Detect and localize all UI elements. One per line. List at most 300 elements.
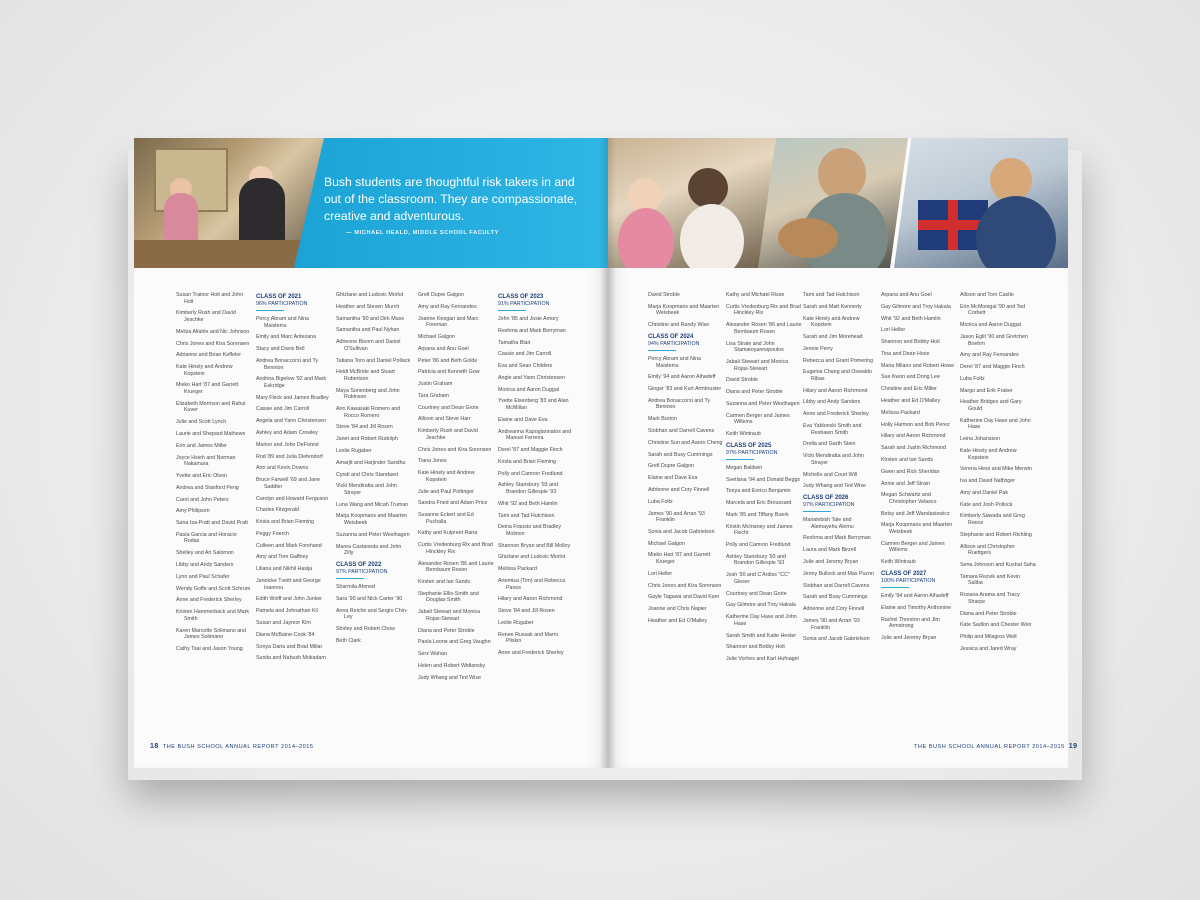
donor-entry: Elaine and Dave Eva [498, 416, 548, 423]
donor-entry: Sara '90 and Nick Carter '90 [336, 595, 403, 602]
donor-entry: Ghizlane and Ludovic Morlot [336, 292, 404, 298]
donor-entry: Tiana Jones [418, 458, 447, 465]
donor-entry: Heather Bridges and Gary Gould [960, 399, 1022, 413]
donor-entry: Tamara Rezvik and Kevin Saliba [960, 573, 1021, 587]
donor-entry: Jannicke Tveitt and George Ioannou [256, 578, 321, 591]
donor-entry: Kate and Josh Pollock [960, 501, 1013, 508]
donor-entry: Amy and Ray Fernandes [418, 303, 477, 310]
donor-entry: Gretl Dupre Galgon [648, 463, 694, 470]
donor-entry: Lori Heller [881, 327, 906, 334]
donor-entry: Jessica and Jared Wray [960, 645, 1017, 652]
participation-rate: 100% PARTICIPATION [881, 577, 936, 584]
donor-entry: Manalebish Tale and Alemayehu Alemu [803, 517, 854, 530]
donor-entry: Percy Abram and Nina Maisterra [648, 355, 701, 369]
donor-entry: Reshma and Mark Berryman [803, 535, 871, 542]
donor-entry: Tamatha Blair [498, 339, 531, 346]
donor-entry: Michelle and Court Will [803, 471, 858, 478]
donor-entry: Sue Kwon and Dong Lee [881, 374, 940, 381]
donor-entry: Sonia and Jacob Gabrielson [648, 528, 715, 535]
donor-entry: Melissa Packard [881, 409, 920, 416]
donor-entry: Andrea and Stanford Peng [176, 484, 239, 491]
donor-entry: Rebecca and Grant Pomering [803, 357, 874, 364]
donor-entry: Heidi McBride and Stuart Robertson [336, 369, 395, 382]
donor-entry: Libby and Andy Sanders [176, 562, 234, 568]
donor-entry: Eva Yablonski Smith and Reshawn Smith [803, 423, 862, 436]
donor-entry: Ashley Stansbury '93 and Brandon Gillespie '93 [726, 553, 786, 567]
donor-entry: Shirley and Robert Chow [336, 625, 395, 632]
donor-entry: Ashley Stansbury '93 and Brandon Gillespie '93 [498, 482, 558, 495]
donor-entry: Erin and James Miller [176, 442, 227, 449]
donor-entry: Elizabeth Morrison and Rahul Kuver [176, 400, 246, 414]
class-heading: CLASS OF 2021 [256, 294, 302, 300]
donor-column [803, 292, 879, 648]
class-heading: CLASS OF 2022 [336, 562, 382, 568]
class-heading: CLASS OF 2024 [648, 333, 694, 340]
donor-entry: Stephanie Ellis-Smith and Douglas Smith [418, 590, 479, 604]
donor-entry: Emily '94 and Aaron Alhadeff [648, 374, 716, 381]
donor-entry: Mieko Hart '87 and Garrett Krueger [176, 382, 239, 396]
heading-rule [726, 459, 754, 460]
donor-entry: Cassie and Jim Carroll [498, 351, 552, 358]
donor-entry: Marja Koopmans and Maarten Weisbeek [881, 522, 953, 536]
donor-entry: Mary Fleck and James Bradley [256, 394, 329, 401]
donor-entry: Ashley and Adam Crowley [256, 430, 318, 437]
donor-entry: Susan and Jaymor Kim [256, 619, 311, 626]
donor-entry: Derel '87 and Maggie Finch [498, 447, 563, 453]
donor-column [498, 292, 574, 662]
donor-entry: Rod '89 and Julia Diefendorf [256, 453, 323, 460]
donor-entry: Vicki Mendiratta and John Strayer [803, 453, 864, 466]
donor-entry: Samantha and Paul Nyhan [336, 327, 400, 334]
donor-entry: Kate Sadlon and Chester Weir [960, 622, 1032, 629]
donor-entry: Emily and Marc Antezana [256, 334, 317, 341]
donor-entry: Liliana and Nikhil Hasija [256, 566, 313, 573]
donor-entry: Michael Galgon [648, 540, 685, 547]
donor-entry: Kristin McInaney and James Flecht [726, 523, 793, 537]
donor-entry: Betsy and Jeff Wandasiewicz [881, 510, 950, 517]
donor-entry: Leslie Rugaber [498, 619, 534, 626]
donor-entry: Holly Harmon and Bob Perez [881, 421, 950, 428]
donor-entry: Siobhan and Darrell Cavens [803, 582, 870, 589]
participation-rate: 97% PARTICIPATION [336, 569, 388, 575]
donor-entry: Carmen Berger and James Willems [881, 540, 945, 554]
donor-entry: Marea Castaneda and John Zilly [336, 543, 402, 557]
donor-entry: Ann and Kevin Downs [256, 465, 309, 472]
donor-entry: Adrienne Bloom and Daniel O'Sullivan [336, 339, 401, 352]
class-heading: CLASS OF 2026 [803, 495, 849, 502]
donor-entry: Charles Fitzgerald [256, 507, 299, 514]
participation-rate: 91% PARTICIPATION [498, 301, 550, 307]
donor-entry: Jason Eglit '90 and Gretchen Boehm [960, 333, 1028, 347]
class-heading: CLASS OF 2023 [498, 294, 544, 300]
donor-entry: Lori Heller [648, 570, 673, 577]
donor-entry: Susan Trainor Holt and John Holt [176, 292, 244, 305]
heading-rule [881, 587, 909, 588]
left-footer-text: THE BUSH SCHOOL ANNUAL REPORT 2014–2015 [162, 744, 314, 750]
donor-entry: Wendy Goffe and Scott Schrum [176, 585, 251, 592]
donor-entry: Mark Burton [648, 416, 677, 423]
donor-entry: Krista and Brian Fleming [256, 519, 314, 526]
donor-entry: Judy Whang and Ted Wise [418, 674, 481, 681]
donor-entry: Angie and Yann Christensen [498, 374, 565, 381]
donor-entry: Kirsten and Ian Sands [418, 578, 471, 585]
donor-column [881, 292, 957, 647]
participation-rate: 96% PARTICIPATION [256, 301, 308, 307]
donor-entry: Curtis Vredenburg Rix and Brad Hinckley Rix [418, 542, 493, 555]
donor-entry: Luba Foltz [960, 375, 985, 382]
donor-entry: Arpana and Anu Goel [418, 345, 469, 352]
donor-entry: Artemisa (Tim) and Rebecca Panos [498, 578, 566, 591]
donor-entry: Carmen Berger and James Willems [726, 412, 790, 426]
donor-entry: Lynn and Paul Schafer [176, 573, 230, 580]
donor-entry: Megan Baldwin [726, 464, 763, 471]
donor-entry: Amy and Daniel Pak [960, 489, 1008, 496]
donor-entry: David Stroble [726, 377, 758, 384]
donor-column [726, 292, 802, 668]
donor-entry: Jabali Stewart and Monica Rojas-Stewart [418, 609, 481, 622]
donor-entry: Marion and John DeForest [256, 441, 319, 448]
donor-entry: Suzanna and Peter Westhagen [726, 400, 800, 407]
donor-entry: Eugenia Chang and Oswaldo Ribas [803, 369, 872, 382]
donor-entry: Samantha '90 and Dirk Muse [336, 315, 405, 322]
donor-entry: Helen and Robert Widlansky [418, 662, 486, 669]
donor-entry: Mieko Hart '87 and Garrett Krueger [648, 552, 711, 566]
donor-entry: Drella and Garth Stein [803, 441, 856, 448]
classroom-photo-boy [894, 138, 1068, 268]
donor-entry: Anne and Frederick Sherley [176, 597, 242, 604]
donor-entry: Sunita and Nahush Mokadam [256, 655, 326, 662]
donor-entry: Renee Russak and Marni Pliskin [498, 631, 558, 645]
donor-entry: Beth Clark [336, 637, 361, 644]
donor-entry: Luba Foltz [648, 498, 673, 505]
donor-entry: Siobhan and Darrell Cavens [648, 428, 715, 435]
donor-entry: Stacy and Davis Bell [256, 346, 305, 353]
donor-entry: Shannon Bryan and Bill Molloy [498, 542, 571, 549]
donor-entry: Annie and Jeff Strain [881, 480, 931, 487]
donor-entry: Reshma and Mark Berryman [498, 327, 566, 334]
donor-entry: Marcela and Eric Broussard [726, 500, 792, 507]
donor-entry: Cathy Tsai and Jason Young [176, 645, 243, 652]
donor-entry: Colleen and Mark Forehand [256, 542, 322, 549]
donor-entry: Courtney and Dean Grote [726, 590, 787, 597]
donor-entry: Amarjit and Harjinder Sandhu [336, 459, 406, 466]
donor-entry: Anne and Frederick Sherley [803, 411, 869, 418]
donor-entry: Patricia and Kenneth Gow [418, 369, 480, 376]
donor-entry: Ghizlane and Ludovic Morlot [498, 554, 566, 561]
class-heading: CLASS OF 2025 [726, 442, 772, 449]
heading-rule [803, 511, 831, 512]
donor-entry: Tara Graham [418, 392, 449, 399]
donor-entry: Yvette and Eric Olson [176, 472, 227, 479]
donor-entry: Josh '90 and C'Ardiss "CC" Gleser [726, 572, 790, 585]
donor-entry: Sarah and Busy Cummings [803, 594, 868, 601]
donor-entry: Sarah and Busy Cummings [648, 451, 713, 458]
donor-entry: Sharmila Ahmed [336, 584, 375, 590]
donor-entry: Susanne Eckert and Ed Puchalla [418, 512, 474, 525]
donor-entry: Julie Vorhes and Karl Hufnagel [726, 656, 799, 663]
donor-entry: Amy and Ray Fernandes [960, 352, 1019, 359]
donor-entry: Hilary and Aaron Richmond [803, 387, 868, 394]
donor-entry: Meliza Allahle and Nic Johnson [176, 328, 250, 335]
donor-entry: Libby and Andy Sanders [803, 399, 861, 406]
donor-column [256, 292, 332, 667]
donor-entry: Joanne and Chris Napier [648, 606, 707, 613]
donor-entry: John '85 and Josie Amory [498, 316, 559, 322]
donor-entry: Karen Marcotte Solimano and James Solimano [176, 627, 247, 641]
donor-entry: Diana and Peter Stroble [418, 627, 475, 634]
donor-entry: Gretl Dupre Galgon [418, 292, 464, 298]
donor-entry: Laurie and Shepard Mathews [176, 431, 246, 437]
left-page [134, 138, 608, 768]
donor-entry: Sandra Fried and Adam Price [418, 500, 488, 507]
donor-entry: Adrienne and Cory Finnell [803, 606, 865, 613]
donor-entry: Whit '92 and Beth Hamlin [881, 315, 941, 322]
donor-entry: Bruce Farwell '69 and Jane Saddler [256, 477, 321, 490]
donor-entry: Adrienne and Cory Finnell [648, 486, 710, 493]
classroom-photo-student [758, 138, 908, 268]
donor-entry: Hilary and Aaron Richmond [498, 596, 563, 603]
donor-entry: Krista and Brian Fleming [498, 458, 556, 465]
donor-entry: Justin Graham [418, 381, 453, 388]
donor-entry: Gay Gilmore and Troy Hakala [881, 303, 951, 310]
donor-entry: Steve '84 and Jill Rosen [498, 608, 555, 615]
donor-entry: Joyce Hsieh and Norman Nakamura [176, 454, 236, 468]
donor-entry: Sonia and Jacob Gabrielson [803, 636, 870, 643]
donor-column [336, 292, 412, 650]
donor-entry: Erin McMonigal '90 and Ted Corbett [960, 303, 1026, 317]
donor-entry: Pamela and Johnathan Kil [256, 608, 318, 615]
donor-entry: Cyndi and Chris Standaert [336, 471, 399, 478]
donor-entry: Tina and Dean Hove [881, 350, 930, 357]
donor-entry: Heather and Ed O'Malley [648, 617, 708, 624]
donor-entry: Anne and Frederick Sherley [498, 650, 564, 657]
donor-entry: Ann Kawasaki Romero and Rocco Romero [336, 406, 401, 419]
donor-entry: Monica and Aaron Duggal [960, 322, 1021, 329]
donor-entry: Marja Koopmans and Maarten Weisbeek [648, 303, 720, 317]
heading-rule [648, 350, 676, 351]
donor-entry: Sarah and Jim Morehead [803, 333, 863, 340]
donor-entry: Diana McBaine-Cook '84 [256, 631, 315, 638]
donor-entry: Carolyn and Howard Ferguson [256, 495, 329, 502]
donor-entry: Deina Frausto and Bradley Molinon [498, 524, 562, 537]
donor-entry: Julie and Paul Pottinger [418, 488, 474, 495]
donor-entry: David Stroble [648, 292, 680, 298]
participation-rate: 97% PARTICIPATION [726, 449, 778, 456]
donor-entry: Sarah Smith and Katie Hester [726, 632, 797, 639]
donor-entry: Peggy Foerch [256, 530, 289, 537]
donor-column [418, 292, 494, 686]
donor-entry: Megan Schwartz and Christopher Velasco [881, 492, 937, 505]
donor-entry: Chris Jones and Kira Sorensen [176, 340, 250, 347]
donor-entry: Eva and Sean Childers [498, 363, 553, 370]
donor-entry: Janet and Robert Rudolph [336, 436, 398, 443]
left-page-number: 18 [150, 743, 159, 750]
donor-entry: Judy Whang and Ted Wise [803, 483, 866, 490]
quote-attribution: — MICHAEL HEALD, MIDDLE SCHOOL FACULTY [346, 230, 500, 236]
donor-entry: Kate Hinely and Andrew Kopstein [176, 364, 233, 377]
donor-entry: Andrea Bonaccorsi and Ty Bennion [648, 397, 711, 411]
donor-entry: Kristen Hammerback and Mark Smith [176, 609, 250, 622]
donor-entry: Sonya Daria and Brad Millar [256, 643, 323, 650]
donor-entry: Amy Philipson [176, 508, 210, 515]
right-page [608, 138, 1068, 768]
donor-entry: Adrianne and Brian Keffeler [176, 352, 241, 359]
donor-entry: Tonya and Enrico Benjamin [726, 488, 791, 495]
donor-entry: Kimberly Rush and David Jeschke [418, 428, 478, 441]
donor-entry: Polly and Camron Fredlund [498, 470, 563, 477]
donor-entry: Mark '85 and Tiffany Buerk [726, 511, 789, 518]
classroom-photo-kids [608, 138, 776, 268]
donor-entry: Iva and David Naffziger [960, 478, 1015, 485]
donor-entry: Peter '86 and Beth Golde [418, 357, 478, 364]
donor-entry: Maria Milano and Robert Howe [881, 362, 955, 369]
donor-entry: Ginger '83 and Kurt Armbruster [648, 386, 722, 393]
donor-entry: Tami and Tad Hutchison [803, 292, 860, 298]
donor-column [176, 292, 252, 658]
donor-column [648, 292, 724, 630]
donor-entry: Angela and Yann Christensen [256, 418, 326, 425]
donor-entry: Courtney and Dean Grote [418, 404, 479, 411]
donor-entry: Alexander Rosen '86 and Laurie Bernbaum Rosen [726, 322, 802, 335]
donor-entry: Carol and John Peters [176, 496, 229, 503]
donor-entry: Allison and Steve Harr [418, 416, 471, 423]
donor-entry: Diana and Peter Stroble [726, 389, 783, 396]
donor-entry: Andrea Bonaccorsi and Ty Bennion [256, 357, 319, 371]
donor-entry: Gayle Tagawa and David Kam [648, 594, 720, 601]
donor-entry: Christine Sun and Aaron Cheng [648, 439, 723, 446]
donor-entry: Laura and Mark Birzell [803, 547, 856, 554]
donor-entry: Kathy and Kulpreet Rana [418, 530, 478, 537]
donor-entry: Paula Garcia and Horacio Rodas [176, 531, 237, 545]
heading-rule [256, 310, 284, 311]
donor-entry: Keith Wintraub [726, 431, 761, 437]
donor-entry: Julie and Jeremy Bryan [803, 559, 859, 566]
donor-entry: Leslie Rugaber [336, 447, 372, 454]
donor-entry: Kate Hinely and Andrew Kopstein [418, 470, 475, 483]
donor-entry: Svetlana '94 and Donald Beggs [726, 476, 801, 483]
donor-entry: Gwen and Rick Sheridan [881, 468, 940, 475]
donor-entry: Emily '94 and Aaron Alhadeff [881, 592, 949, 599]
donor-entry: Verena Hess and Mike Merwin [960, 466, 1032, 473]
donor-entry: Shannon and Bobby Holt [726, 644, 785, 651]
donor-entry: James '90 and Arran '93 Franklin [803, 617, 860, 631]
donor-entry: Sana Isa-Pratt and David Pratt [176, 520, 248, 527]
donor-entry: Vicki Mendiratta and John Strayer [336, 483, 397, 496]
class-heading: CLASS OF 2027 [881, 570, 927, 577]
heading-rule [498, 310, 526, 311]
donor-entry: Curtis Vredenburg Rix and Brad Hinckley Rix [726, 303, 801, 317]
donor-entry: Andreanna Kapogiannatos and Manuel Ferreira [498, 428, 572, 442]
classroom-photo-left [134, 138, 324, 268]
pull-quote: Bush students are thoughtful risk takers in and out of the classroom. They are compassionate, creative and adventurous. [324, 175, 578, 223]
donor-entry: Steve '84 and Jill Rosen [336, 424, 393, 431]
donor-entry: Christine and Randy Wise [648, 322, 710, 329]
donor-entry: Andrina Bigelow '92 and Mark Eskridge [256, 376, 327, 389]
donor-entry: Leina Johansson [960, 436, 1001, 443]
donor-entry: Shannon and Bobby Holt [881, 339, 940, 346]
donor-entry: Julie and Jeremy Bryan [881, 634, 937, 641]
donor-entry: Julie and Scott Lynch [176, 419, 227, 426]
donor-entry: Serz Wahan [418, 651, 447, 658]
participation-rate: 94% PARTICIPATION [648, 340, 700, 347]
left-footer [146, 743, 314, 750]
donor-entry: Roxana Arama and Tracy Sharpe [960, 592, 1020, 605]
donor-entry: Stephanie and Robert Richling [960, 531, 1032, 538]
donor-entry: Lisa Strate and John Stamatoyannopoulos [726, 340, 784, 354]
donor-entry: Edith Wolff and John Junker [256, 596, 323, 603]
donor-entry: Sena Johnson and Kushal Saha [960, 562, 1036, 568]
donor-entry: Katherine Day Hase and John Hase [726, 614, 797, 627]
donor-entry: Cassie and Jim Carroll [256, 406, 310, 413]
donor-entry: Anna Reiche and Sergio Chin-Ley [336, 607, 408, 621]
donor-entry: Jabali Stewart and Monica Rojas-Stewart [726, 358, 789, 372]
donor-entry: Polly and Camron Fredlund [726, 542, 791, 549]
donor-entry: Alexander Rosen '86 and Laurie Bernbaum Rosen [418, 560, 494, 574]
donor-entry: Luna Wang and Micah Truman [336, 501, 409, 508]
donor-entry: Sarah and Matt Kennedy [803, 303, 862, 310]
donor-entry: Heather and Steven Murch [336, 303, 400, 310]
donor-entry: Allison and Christopher Ruettgers [960, 543, 1015, 557]
donor-entry: Tami and Tad Hutchison [498, 512, 555, 519]
donor-entry: Tatiana Toro and Daniel Pollack [336, 357, 411, 364]
donor-entry: Amy and Tom Gaffney [256, 554, 309, 561]
donor-entry: Joanne Keegan and Marc Freeman [418, 315, 479, 329]
donor-entry: Jennie Perry [803, 345, 833, 352]
donor-entry: Katherine Day Hase and John Hase [960, 417, 1031, 431]
donor-entry: Kate Hinely and Andrew Kopstein [960, 447, 1017, 461]
donor-entry: Kate Hinely and Andrew Kopstein [803, 315, 860, 329]
heading-rule [336, 578, 364, 579]
donor-entry: Sarah and Justin Richmond [881, 445, 947, 452]
donor-entry: Arpana and Anu Goel [881, 292, 932, 298]
donor-entry: Suzanna and Peter Westhagen [336, 531, 410, 538]
donor-entry: Yvette Eisenberg '83 and Alan McMillan [498, 398, 569, 412]
donor-entry: Marja Koopmans and Maarten Weisbeek [336, 513, 408, 527]
donor-entry: Kathy and Michael Risse [726, 292, 785, 298]
donor-entry: Gay Gilmore and Troy Hakala [726, 602, 796, 609]
donor-entry: Maya Sonenberg and John Robinson [336, 387, 400, 401]
donor-entry: Michael Galgon [418, 333, 455, 340]
donor-entry: Derel '87 and Maggie Finch [960, 364, 1025, 371]
right-footer-text: THE BUSH SCHOOL ANNUAL REPORT 2014–2015 [914, 744, 1065, 750]
donor-entry: Whit '92 and Beth Hamlin [498, 500, 558, 507]
donor-entry: James '90 and Arran '93 Franklin [648, 510, 705, 524]
donor-entry: Kimberly Rush and David Jeschke [176, 310, 236, 323]
donor-entry: Jenny Bullock and Max Puzon [803, 570, 874, 577]
donor-entry: Monica and Aaron Duggal [498, 386, 559, 393]
spine-shadow [600, 138, 616, 768]
right-footer [914, 743, 1082, 750]
donor-entry: Paola Leone and Greg Vaughn [418, 639, 491, 646]
donor-column [960, 292, 1036, 658]
donor-entry: Elaine and Timothy Anthonine [881, 604, 952, 611]
donor-entry: Heather and Ed O'Malley [881, 398, 941, 405]
participation-rate: 97% PARTICIPATION [803, 502, 855, 509]
right-page-number: 19 [1068, 743, 1078, 750]
donor-entry: Diana and Peter Stroble [960, 610, 1017, 617]
donor-entry: Hilary and Aaron Richmond [881, 433, 946, 440]
donor-entry: Melissa Packard [498, 566, 537, 573]
donor-entry: Allison and Tom Castle [960, 292, 1014, 298]
donor-entry: Philip and Milagros Welt [960, 634, 1017, 641]
donor-entry: Kimberly Sawada and Greg Reece [960, 513, 1025, 527]
donor-entry: Rachel Thorston and Jim Armstrong [881, 616, 940, 630]
donor-entry: Keith Wintraub [881, 559, 916, 566]
donor-entry: Percy Abram and Nina Maisterra [256, 316, 309, 329]
donor-entry: Shelley and Ari Salomon [176, 550, 234, 557]
donor-entry: Christine and Eric Miller [881, 386, 937, 393]
donor-entry: Elaine and Dave Eva [648, 475, 698, 482]
